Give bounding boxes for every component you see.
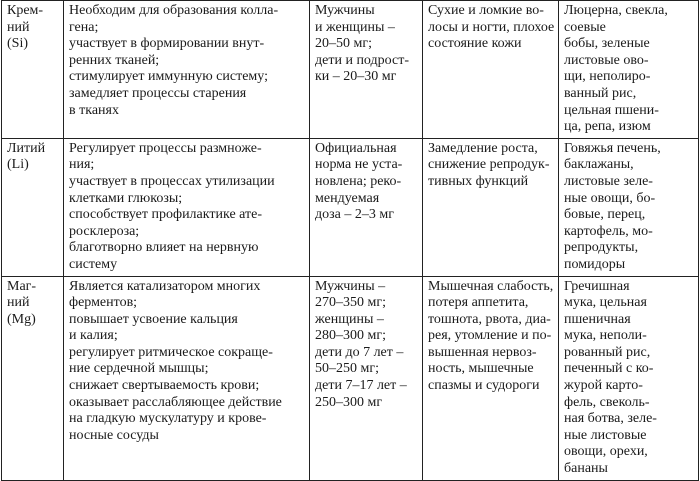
cell-text-line: (Mg) xyxy=(7,311,36,327)
cell-text-line: Гречишная xyxy=(564,278,630,294)
deficiency-symptoms-cell xyxy=(423,138,559,276)
deficiency-symptoms-cell xyxy=(423,1,559,139)
element-cell xyxy=(2,138,64,276)
cell-text-line: способствует профилактике ате- xyxy=(69,207,262,223)
cell-text-line: стимулирует иммунную систему; xyxy=(69,69,268,85)
cell-text-line: листовые ово- xyxy=(564,52,649,68)
cell-text-line: потеря аппетита, xyxy=(428,295,529,311)
cell-text-line: дети и подрост- xyxy=(315,52,409,68)
cell-text-line: Мышечная слабость, xyxy=(428,278,554,294)
cell-text-line: дети 7–17 лет – xyxy=(315,378,407,394)
cell-text-line: печенный с ко- xyxy=(564,361,654,377)
function-cell xyxy=(64,276,310,480)
cell-text-line: участвует в формировании внут- xyxy=(69,36,265,52)
cell-text-line: ность, мышечные xyxy=(428,361,534,377)
cell-text-line: Маг- xyxy=(7,278,37,294)
cell-text-line: репродукты, xyxy=(564,240,639,256)
cell-text-line: ния; xyxy=(69,157,95,173)
cell-text-line: 250–300 мг xyxy=(315,394,383,410)
cell-text-line: в тканях xyxy=(69,102,119,118)
cell-text-line: ная ботва, зеле- xyxy=(564,411,657,427)
cell-text-line: Замедление роста, xyxy=(428,140,538,156)
cell-text-line: и калия; xyxy=(69,328,118,344)
cell-text-line: на гладкую мускулатуру и крове- xyxy=(69,411,267,427)
element-cell xyxy=(2,1,64,139)
cell-text-line: тивных функций xyxy=(428,173,529,189)
cell-text-line: (Li) xyxy=(7,157,29,173)
cell-text-line: ные листовые xyxy=(564,427,647,443)
cell-text-line: Мужчины xyxy=(315,3,375,18)
cell-text-line: ца, репа, изюм xyxy=(564,119,651,135)
cell-text-line: Официальная xyxy=(315,140,397,156)
daily-norm-cell xyxy=(310,276,423,480)
cell-text-line: ные овощи, бо- xyxy=(564,190,656,206)
table-row xyxy=(2,138,699,276)
cell-text-line: Регулирует процессы размноже- xyxy=(69,140,262,156)
cell-text-line: рея, утомление и по- xyxy=(428,328,552,344)
food-sources-cell xyxy=(559,138,699,276)
cell-text-line: вышенная нервоз- xyxy=(428,344,537,360)
deficiency-symptoms-cell xyxy=(423,276,559,480)
cell-text-line: журой карто- xyxy=(564,378,643,394)
cell-text-line: фель, свеколь- xyxy=(564,394,650,410)
function-cell xyxy=(64,1,310,139)
cell-text-line: 270–350 мг; xyxy=(315,295,386,311)
cell-text-line: дети до 7 лет – xyxy=(315,344,404,360)
cell-text-line: лосы и ногти, плохое xyxy=(428,19,555,35)
cell-text-line: Люцерна, свекла, xyxy=(564,3,668,18)
cell-text-line: оказывает расслабляющее действие xyxy=(69,394,282,410)
cell-text-line: норма не уста- xyxy=(315,157,403,173)
cell-text-line: мендуемая xyxy=(315,190,380,206)
cell-text-line: ки – 20–30 мг xyxy=(315,69,397,85)
cell-text-line: пшеничная xyxy=(564,311,631,327)
cell-text-line: благотворно влияет на нервную xyxy=(69,240,259,256)
cell-text-line: Является катализатором многих xyxy=(69,278,261,294)
cell-text-line: ние сердечной мышцы; xyxy=(69,361,209,377)
cell-text-line: ний xyxy=(7,295,30,311)
cell-text-line: Сухие и ломкие во- xyxy=(428,3,544,18)
function-cell xyxy=(64,138,310,276)
cell-text-line: и женщины – xyxy=(315,19,395,35)
table-row xyxy=(2,276,699,480)
cell-text-line: картофель, мо- xyxy=(564,223,653,239)
cell-text-line: ванный рис, xyxy=(564,85,637,101)
cell-text-line: бовые, перец, xyxy=(564,207,646,223)
cell-text-line: 50–250 мг; xyxy=(315,361,379,377)
daily-norm-cell xyxy=(310,1,423,139)
cell-text-line: регулирует ритмическое сокраще- xyxy=(69,344,273,360)
table-body xyxy=(2,1,699,481)
cell-text-line: гена; xyxy=(69,19,99,35)
cell-text-line: повышает усвоение кальция xyxy=(69,311,238,327)
cell-text-line: щи, неполиро- xyxy=(564,69,651,85)
daily-norm-cell xyxy=(310,138,423,276)
cell-text-line: систему xyxy=(69,256,118,272)
cell-text-line: ренних тканей; xyxy=(69,52,160,68)
cell-text-line: участвует в процессах утилизации xyxy=(69,173,275,189)
cell-text-line: Мужчины – xyxy=(315,278,386,294)
cell-text-line: Необходим для образования колла- xyxy=(69,3,279,18)
cell-text-line: снижение репродук- xyxy=(428,157,550,173)
cell-text-line: новлена; реко- xyxy=(315,173,402,189)
cell-text-line: замедляет процессы старения xyxy=(69,85,247,101)
cell-text-line: Крем- xyxy=(7,3,44,18)
cell-text-line: мука, неполи- xyxy=(564,328,647,344)
cell-text-line: бобы, зеленые xyxy=(564,36,650,52)
food-sources-cell xyxy=(559,1,699,139)
cell-text-line: доза – 2–3 мг xyxy=(315,207,394,223)
cell-text-line: клетками глюкозы; xyxy=(69,190,183,206)
cell-text-line: носные сосуды xyxy=(69,427,159,443)
cell-text-line: Говяжья печень, xyxy=(564,140,661,156)
cell-text-line: спазмы и судороги xyxy=(428,378,540,394)
cell-text-line: Литий xyxy=(7,140,46,156)
cell-text-line: бананы xyxy=(564,461,608,477)
cell-text-line: состояние кожи xyxy=(428,36,522,52)
cell-text-line: цельная пшени- xyxy=(564,102,659,118)
cell-text-line: соевые xyxy=(564,19,606,35)
cell-text-line: ний xyxy=(7,19,30,35)
cell-text-line: 20–50 мг; xyxy=(315,36,372,52)
cell-text-line: рованный рис, xyxy=(564,344,651,360)
element-cell xyxy=(2,276,64,480)
food-sources-cell xyxy=(559,276,699,480)
cell-text-line: ферментов; xyxy=(69,295,138,311)
cell-text-line: женщины – xyxy=(315,311,384,327)
table-row xyxy=(2,1,699,139)
cell-text-line: (Si) xyxy=(7,36,28,52)
cell-text-line: баклажаны, xyxy=(564,157,634,173)
cell-text-line: овощи, орехи, xyxy=(564,444,648,460)
cell-text-line: тошнота, рвота, диа- xyxy=(428,311,551,327)
cell-text-line: мука, цельная xyxy=(564,295,647,311)
cell-text-line: росклероза; xyxy=(69,223,140,239)
cell-text-line: 280–300 мг; xyxy=(315,328,386,344)
cell-text-line: листовые зеле- xyxy=(564,173,653,189)
minerals-table xyxy=(1,0,699,481)
cell-text-line: снижает свертываемость крови; xyxy=(69,378,260,394)
cell-text-line: помидоры xyxy=(564,256,626,272)
